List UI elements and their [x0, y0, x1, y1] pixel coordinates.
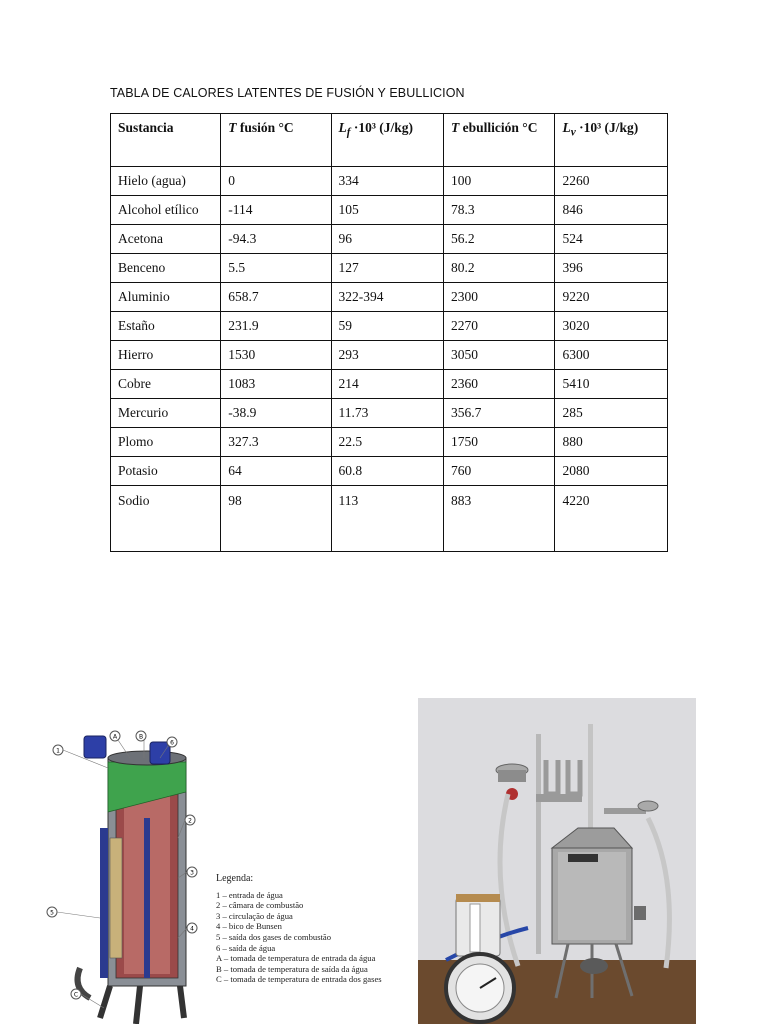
callout-b: B [138, 733, 144, 741]
table-row [111, 196, 668, 225]
cell-lf: 214 [331, 370, 444, 399]
cell-substance: Sodio [111, 486, 221, 552]
water-outlet [150, 742, 170, 764]
cell-melting: 1530 [221, 341, 331, 370]
diagram-legend [216, 874, 382, 985]
table-row [111, 457, 668, 486]
tank-label [568, 854, 598, 862]
cell-boiling: 883 [444, 486, 555, 552]
cell-boiling: 78.3 [444, 196, 555, 225]
legend-item: C – tomada de temperatura de entrada dos gases [216, 974, 382, 985]
cell-lv: 9220 [555, 283, 668, 312]
top-cap [108, 751, 186, 765]
cell-melting: 327.3 [221, 428, 331, 457]
cell-lf: 96 [331, 225, 444, 254]
table-row [111, 486, 668, 552]
table-row [111, 225, 668, 254]
cell-melting: -38.9 [221, 399, 331, 428]
cell-substance: Aluminio [111, 283, 221, 312]
cell-melting: 98 [221, 486, 331, 552]
cell-lf: 11.73 [331, 399, 444, 428]
cell-lf: 113 [331, 486, 444, 552]
cell-substance: Acetona [111, 225, 221, 254]
water-pipe-center [144, 818, 150, 978]
cell-lf: 59 [331, 312, 444, 341]
cell-melting: 64 [221, 457, 331, 486]
legend-item: 1 – entrada de água [216, 889, 283, 900]
cell-lf: 60.8 [331, 457, 444, 486]
cell-boiling: 2270 [444, 312, 555, 341]
cell-boiling: 3050 [444, 341, 555, 370]
cell-lv: 2080 [555, 457, 668, 486]
cell-substance: Hielo (agua) [111, 167, 221, 196]
cell-lv: 4220 [555, 486, 668, 552]
legend-item: 6 – saída de água [216, 942, 276, 953]
cell-melting: 0 [221, 167, 331, 196]
callout-4: 4 [190, 925, 194, 933]
cell-melting: -114 [221, 196, 331, 225]
cell-lv: 846 [555, 196, 668, 225]
callout-a: A [112, 733, 118, 741]
burner [580, 958, 608, 974]
header-boiling-temp: T ebullición °C [444, 114, 555, 167]
cell-lf: 22.5 [331, 428, 444, 457]
cell-boiling: 100 [444, 167, 555, 196]
side-valve [634, 906, 646, 920]
table-row [111, 341, 668, 370]
cell-lv: 3020 [555, 312, 668, 341]
page-title: TABLA DE CALORES LATENTES DE FUSIÓN Y EBULLICION [110, 86, 465, 100]
apparatus-photo [418, 698, 696, 1024]
cell-substance: Estaño [111, 312, 221, 341]
callout-c: C [73, 991, 79, 999]
cell-melting: 1083 [221, 370, 331, 399]
legend-item: 5 – saída dos gases de combustão [216, 931, 332, 942]
table-row [111, 283, 668, 312]
legend-item: 3 – circulação de água [216, 910, 293, 921]
cell-boiling: 2360 [444, 370, 555, 399]
cell-boiling: 760 [444, 457, 555, 486]
cell-melting: 5.5 [221, 254, 331, 283]
cell-lf: 322-394 [331, 283, 444, 312]
latent-heat-table [110, 113, 668, 552]
cell-lv: 396 [555, 254, 668, 283]
table-row [111, 167, 668, 196]
callout-2: 2 [188, 817, 192, 825]
cell-substance: Hierro [111, 341, 221, 370]
table-row [111, 370, 668, 399]
legend-title: Legenda: [216, 873, 254, 884]
cell-melting: 231.9 [221, 312, 331, 341]
header-melting-temp: T fusión °C [221, 114, 331, 167]
cell-lf: 334 [331, 167, 444, 196]
cell-lf: 127 [331, 254, 444, 283]
table-header-row [111, 114, 668, 167]
cell-lf: 293 [331, 341, 444, 370]
legend-item: 4 – bico de Bunsen [216, 921, 282, 932]
cell-substance: Benceno [111, 254, 221, 283]
cell-substance: Plomo [111, 428, 221, 457]
cell-boiling: 1750 [444, 428, 555, 457]
cell-lv: 285 [555, 399, 668, 428]
callout-6: 6 [170, 739, 174, 747]
table-row [111, 254, 668, 283]
callout-5: 5 [50, 909, 54, 917]
legend-item: B – tomada de temperatura de saída da água [216, 963, 368, 974]
cell-lv: 5410 [555, 370, 668, 399]
cell-melting: -94.3 [221, 225, 331, 254]
stand-legs [100, 986, 184, 1024]
cell-melting: 658.7 [221, 283, 331, 312]
cell-lv: 2260 [555, 167, 668, 196]
table-row [111, 312, 668, 341]
cell-substance: Alcohol etílico [111, 196, 221, 225]
right-gauge-cap [638, 801, 658, 811]
cell-boiling: 56.2 [444, 225, 555, 254]
header-substance: Sustancia [111, 114, 221, 167]
thermometer-tube [110, 838, 122, 958]
cell-boiling: 80.2 [444, 254, 555, 283]
callout-3: 3 [190, 869, 194, 877]
callout-1: 1 [56, 747, 60, 755]
cell-substance: Cobre [111, 370, 221, 399]
legend-item: A – tomada de temperatura de entrada da água [216, 953, 376, 964]
table-row [111, 428, 668, 457]
cell-boiling: 2300 [444, 283, 555, 312]
cell-lv: 524 [555, 225, 668, 254]
cell-boiling: 356.7 [444, 399, 555, 428]
cell-lf: 105 [331, 196, 444, 225]
thermometer-left [536, 734, 541, 954]
header-vaporization-heat: $L_v \cdot 10^3$ (J/kg) [555, 114, 668, 167]
cell-lv: 6300 [555, 341, 668, 370]
water-inlet [84, 736, 106, 758]
header-fusion-heat: $L_f \cdot 10^3$ (J/kg) [331, 114, 444, 167]
cell-substance: Mercurio [111, 399, 221, 428]
table-row [111, 399, 668, 428]
cell-lv: 880 [555, 428, 668, 457]
water-pipe-left [100, 828, 108, 978]
legend-item: 2 – câmara de combustão [216, 900, 304, 911]
cell-substance: Potasio [111, 457, 221, 486]
